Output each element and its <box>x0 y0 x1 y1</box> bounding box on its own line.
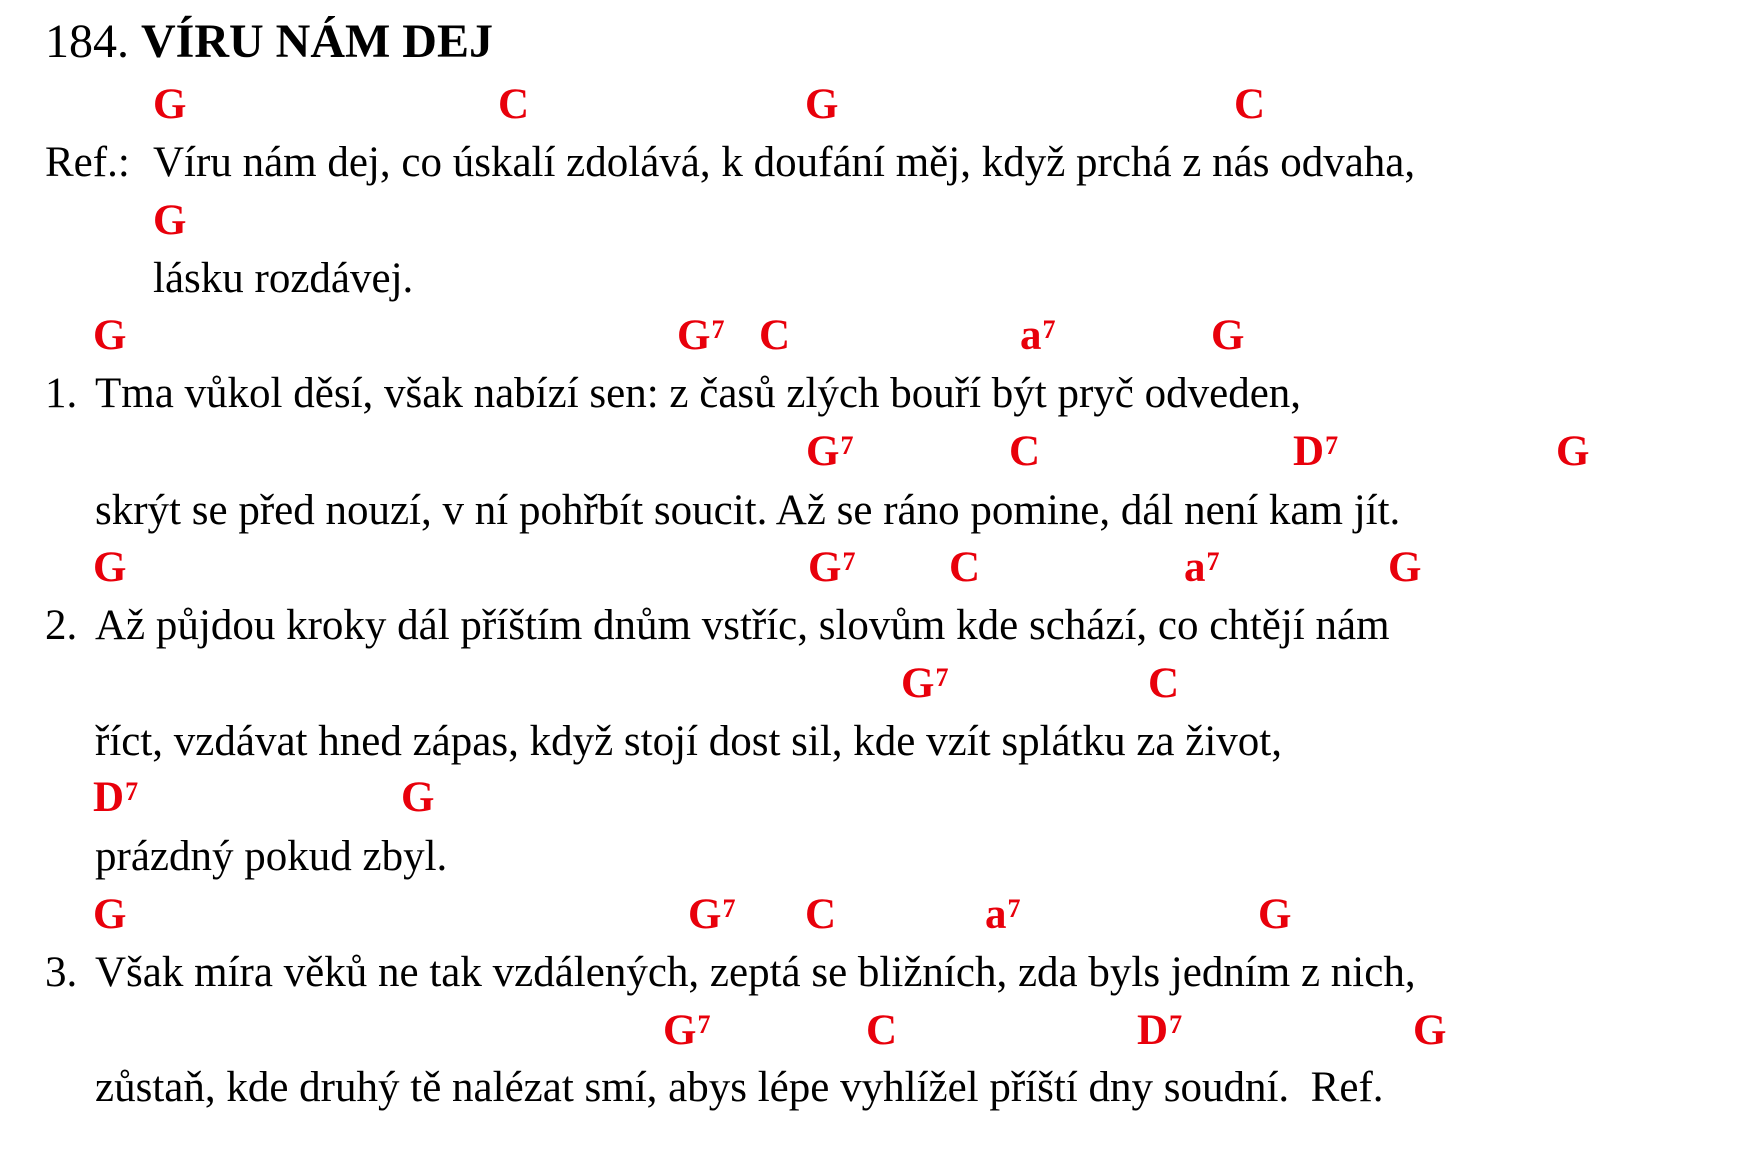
chord: $G^7$ <box>677 312 725 359</box>
chord: $G^7$ <box>806 428 854 475</box>
song-number: 184. <box>45 15 129 68</box>
chord: G <box>805 81 839 128</box>
lyric-line: Až půjdou kroky dál příštím dnům vstříc, slovům kde schází, co chtějí nám <box>95 602 1390 649</box>
verse-label: 3. <box>45 949 78 996</box>
verse-label: 2. <box>45 602 78 649</box>
chord: $D^7$ <box>1293 428 1339 475</box>
chord: G <box>153 197 187 244</box>
chord: C <box>498 81 530 128</box>
chord: $G^7$ <box>663 1007 711 1054</box>
song-title <box>45 14 493 70</box>
verse-label: 1. <box>45 370 78 417</box>
song-name: VÍRU NÁM DEJ <box>141 15 493 68</box>
chord: $a^7$ <box>1184 544 1220 591</box>
chord: G <box>1388 544 1422 591</box>
chord: $G^7$ <box>808 544 856 591</box>
chord: $D^7$ <box>1137 1007 1183 1054</box>
chord: G <box>93 891 127 938</box>
chord: C <box>759 312 791 359</box>
lyric-line: skrýt se před nouzí, v ní pohřbít soucit. Až se ráno pomine, dál není kam jít. <box>95 487 1401 534</box>
chord: C <box>805 891 837 938</box>
chord: G <box>153 81 187 128</box>
chord: C <box>1148 660 1180 707</box>
chord: $a^7$ <box>985 891 1021 938</box>
chord: G <box>93 544 127 591</box>
lyric-line: zůstaň, kde druhý tě nalézat smí, abys lépe vyhlížel příští dny soudní. Ref. <box>95 1064 1384 1111</box>
refrain-label: Ref.: <box>45 139 130 186</box>
chord: C <box>1009 428 1041 475</box>
lyric-line: lásku rozdávej. <box>153 255 414 302</box>
chord: G <box>1211 312 1245 359</box>
lyric-line: prázdný pokud zbyl. <box>95 833 448 880</box>
lyric-line: Však míra věků ne tak vzdálených, zeptá se bližních, zda byls jedním z nich, <box>95 949 1416 996</box>
chord: G <box>1258 891 1292 938</box>
chord: G <box>1413 1007 1447 1054</box>
chord: G <box>401 774 435 821</box>
chord: C <box>1234 81 1266 128</box>
chord: G <box>93 312 127 359</box>
chord: G <box>1556 428 1590 475</box>
chord: $G^7$ <box>901 660 949 707</box>
chord: $G^7$ <box>688 891 736 938</box>
chord: $D^7$ <box>93 774 139 821</box>
chord: C <box>949 544 981 591</box>
lyric-line: Víru nám dej, co úskalí zdolává, k doufání měj, když prchá z nás odvaha, <box>153 139 1416 186</box>
chord: C <box>866 1007 898 1054</box>
lyric-line: Tma vůkol děsí, však nabízí sen: z časů zlých bouří být pryč odveden, <box>95 370 1302 417</box>
chord: $a^7$ <box>1020 312 1056 359</box>
lyric-line: říct, vzdávat hned zápas, když stojí dost sil, kde vzít splátku za život, <box>95 718 1282 765</box>
